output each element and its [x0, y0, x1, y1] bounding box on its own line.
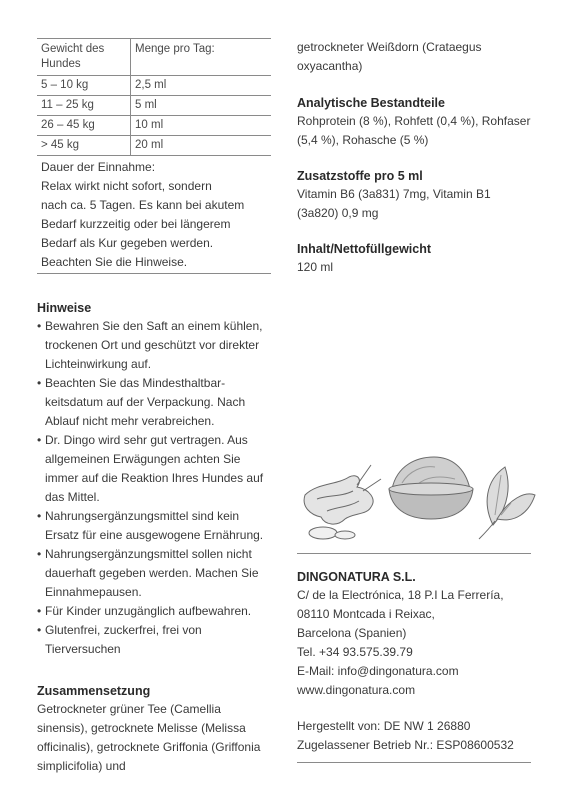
ginger-root-illustration: [304, 465, 381, 539]
amount-cell: 2,5 ml: [131, 76, 272, 96]
amount-cell: 10 ml: [131, 116, 272, 136]
table-row: [37, 76, 271, 96]
weight-cell: 5 – 10 kg: [37, 76, 131, 96]
list-item: • Nahrungsergänzungsmittel sind kein Ersatz für eine ausgewogene Ernährung.: [37, 507, 273, 545]
analytical-title: Analytische Bestandteile: [297, 96, 445, 110]
additives-section: [297, 167, 533, 223]
duration-box: [37, 156, 271, 274]
left-column: [37, 38, 273, 776]
list-item: • Bewahren Sie den Saft an einem kühlen, trockenen Ort und geschützt vor direkter Lichteinwirkung auf.: [37, 317, 273, 374]
list-item: • Für Kinder unzugänglich aufbewahren.: [37, 602, 273, 621]
company-phone: Tel. +34 93.575.39.79: [297, 645, 413, 659]
content-title: Inhalt/Nettofüllgewicht: [297, 242, 432, 256]
weight-cell: 11 – 25 kg: [37, 96, 131, 116]
weight-cell: > 45 kg: [37, 136, 131, 156]
company-info: [297, 568, 537, 755]
dosage-table: [37, 38, 271, 156]
table-row: [37, 116, 271, 136]
duration-line: Relax wirkt nicht sofort, sondern: [41, 179, 212, 193]
divider-bottom: [297, 762, 531, 763]
powder-bowl-illustration: [389, 457, 473, 519]
company-website: www.dingonatura.com: [297, 683, 416, 697]
right-column: [297, 38, 533, 277]
duration-label: Dauer der Einnahme:: [41, 160, 156, 174]
company-address-line: C/ de la Electrónica, 18 P.I La Ferrería,: [297, 588, 504, 602]
table-row: [37, 136, 271, 156]
list-item: • Nahrungsergänzungsmittel sollen nicht dauerhaft gegeben werden. Machen Sie Einnahmepausen.: [37, 545, 273, 602]
additives-text: Vitamin B6 (3a831) 7mg, Vitamin B1 (3a820) 0,9 mg: [297, 187, 491, 220]
amount-cell: 5 ml: [131, 96, 272, 116]
company-email: E-Mail: info@dingonatura.com: [297, 664, 459, 678]
approved-plant-line: Zugelassener Betrieb Nr.: ESP08600532: [297, 738, 514, 752]
analytical-section: [297, 94, 533, 150]
divider-top: [297, 553, 531, 554]
hinweise-title: Hinweise: [37, 301, 92, 315]
hinweise-list: [37, 317, 273, 659]
composition-continued: getrockneter Weißdorn (Crataegus oxyacantha): [297, 40, 482, 73]
additives-title: Zusatzstoffe pro 5 ml: [297, 169, 423, 183]
composition-section: [37, 682, 273, 776]
herbs-illustration: [297, 455, 537, 540]
composition-title: Zusammensetzung: [37, 684, 151, 698]
weight-header: Gewicht des Hundes: [37, 39, 131, 76]
company-name: DINGONATURA S.L.: [297, 570, 416, 584]
list-item: • Dr. Dingo wird sehr gut vertragen. Aus allgemeinen Erwägungen achten Sie immer auf die Reaktion Ihres Hundes auf das Mittel.: [37, 431, 273, 507]
amount-header: Menge pro Tag:: [131, 39, 272, 76]
amount-cell: 20 ml: [131, 136, 272, 156]
leaves-illustration: [479, 467, 535, 539]
manufacturer-line: Hergestellt von: DE NW 1 26880: [297, 719, 471, 733]
list-item: • Beachten Sie das Mindesthaltbar-keitsdatum auf der Verpackung. Nach Ablauf nicht mehr verabreichen.: [37, 374, 273, 431]
table-header-row: [37, 39, 271, 76]
weight-cell: 26 – 45 kg: [37, 116, 131, 136]
content-section: [297, 240, 533, 277]
duration-line: Bedarf kurzzeitig oder bei längerem: [41, 217, 231, 231]
duration-line: Beachten Sie die Hinweise.: [41, 255, 188, 269]
analytical-text: Rohprotein (8 %), Rohfett (0,4 %), Rohfaser (5,4 %), Rohasche (5 %): [297, 114, 531, 147]
table-row: [37, 96, 271, 116]
company-address-line: Barcelona (Spanien): [297, 626, 407, 640]
company-address-line: 08110 Montcada i Reixac,: [297, 607, 435, 621]
list-item: • Glutenfrei, zuckerfrei, frei von Tierversuchen: [37, 621, 273, 659]
content-text: 120 ml: [297, 260, 334, 274]
composition-text: Getrockneter grüner Tee (Camellia sinensis), getrocknete Melisse (Melissa officinalis), getrocknete Griffonia (Griffonia simplicifolia) und: [37, 702, 261, 773]
duration-line: nach ca. 5 Tagen. Es kann bei akutem: [41, 198, 245, 212]
duration-line: Bedarf als Kur gegeben werden.: [41, 236, 214, 250]
hinweise-section: [37, 299, 273, 659]
